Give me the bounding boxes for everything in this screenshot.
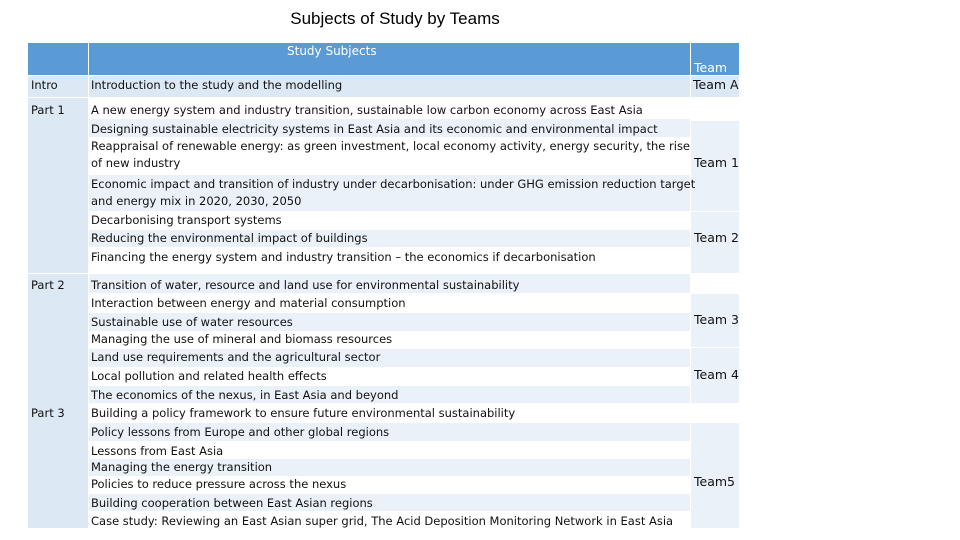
- subject-line: Building a policy framework to ensure future environmental sustainability: [91, 406, 516, 420]
- subject-line: Case study: Reviewing an East Asian super grid, The Acid Deposition Monitoring Network in East Asia: [91, 514, 674, 528]
- subject-line: Managing the use of mineral and biomass resources: [91, 332, 393, 346]
- part-label-part3: Part 3: [31, 406, 65, 420]
- subject-line: Designing sustainable electricity systems in East Asia and its economic and environmental impact: [91, 122, 658, 136]
- subject-line: of new industry: [91, 156, 181, 170]
- subject-line: Local pollution and related health effects: [91, 369, 327, 383]
- subject-line: Policies to reduce pressure across the nexus: [91, 477, 347, 491]
- team-label-4: Team 4: [694, 367, 739, 382]
- subject-line: Building cooperation between East Asian regions: [91, 496, 373, 510]
- subject-line: Interaction between energy and material consumption: [91, 296, 406, 310]
- team-label-2: Team 2: [694, 230, 739, 245]
- header-subjects-cell: [89, 43, 690, 75]
- header-corner-cell: [28, 43, 88, 75]
- header-team: Team: [694, 60, 728, 75]
- subject-line: Managing the energy transition: [91, 460, 273, 474]
- subject-line: Reappraisal of renewable energy: as green investment, local economy activity, energy security, the rise: [91, 139, 691, 153]
- subject-line: and energy mix in 2020, 2030, 2050: [91, 194, 302, 208]
- team-label-1: Team 1: [694, 155, 739, 170]
- team-label-3: Team 3: [694, 312, 739, 327]
- part-label-intro: Intro: [31, 78, 58, 92]
- subject-line: Sustainable use of water resources: [91, 315, 293, 329]
- subject-line: Transition of water, resource and land use for environmental sustainability: [91, 278, 520, 292]
- subject-line: The economics of the nexus, in East Asia and beyond: [91, 388, 399, 402]
- team-column-gap2: [691, 274, 739, 293]
- header-study-subjects: Study Subjects: [287, 44, 377, 58]
- subject-line: Lessons from East Asia: [91, 444, 224, 458]
- subject-line: Financing the energy system and industry transition – the economics if decarbonisation: [91, 250, 596, 264]
- part-label-part1: Part 1: [31, 103, 65, 117]
- subject-line: Reducing the environmental impact of buildings: [91, 231, 368, 245]
- part-column-part2-3-cell: [28, 274, 88, 528]
- subject-line: Introduction to the study and the modelling: [91, 78, 343, 92]
- page-title: Subjects of Study by Teams: [290, 9, 500, 28]
- part-column-part1-cell: [28, 98, 88, 273]
- subject-line: Land use requirements and the agricultural sector: [91, 350, 381, 364]
- subject-line: Decarbonising transport systems: [91, 213, 282, 227]
- part-label-part2: Part 2: [31, 278, 65, 292]
- team-label-5: Team5: [694, 474, 735, 489]
- team-column-gap1: [691, 98, 739, 120]
- subject-line: Policy lessons from Europe and other global regions: [91, 425, 390, 439]
- team-column-gap3: [691, 404, 739, 422]
- team-label-a: Team A: [693, 77, 739, 92]
- subject-line: Economic impact and transition of industry under decarbonisation: under GHG emission reduction target: [91, 177, 696, 191]
- subject-line: A new energy system and industry transition, sustainable low carbon economy across East Asia: [91, 103, 643, 117]
